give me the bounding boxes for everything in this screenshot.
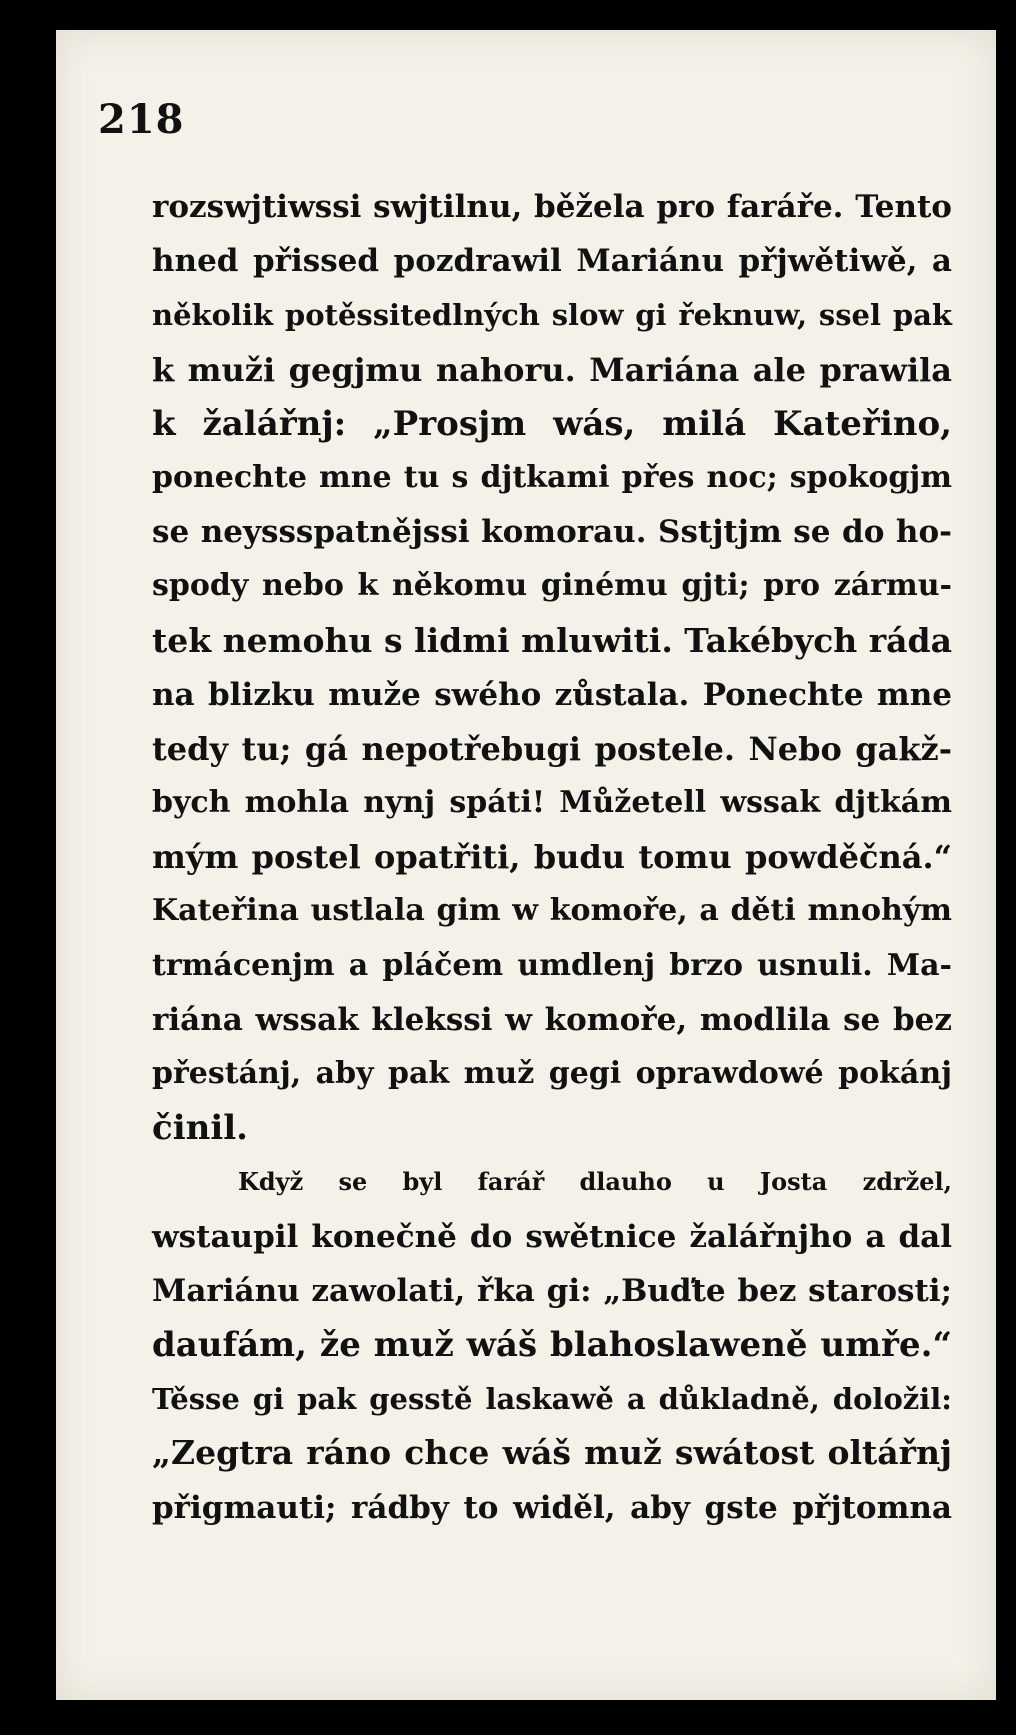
text-line: daufám, že muž wáš blahoslaweně umře.“ <box>152 1324 952 1365</box>
text-line: k žalářnj: „Prosjm wás, milá Kateřino, <box>152 403 952 444</box>
text-line: několik potěssitedlných slow gi řeknuw, ssel pak <box>152 298 952 333</box>
text-line: spody nebo k někomu ginému gjti; pro zármu- <box>152 568 952 604</box>
text-line: rozswjtiwssi swjtilnu, běžela pro faráře. Tento <box>152 189 952 225</box>
text-line: tedy tu; gá nepotřebugi postele. Nebo gakž- <box>152 729 952 768</box>
text-line: trmácenjm a pláčem umdlenj brzo usnuli. Ma- <box>152 947 952 983</box>
text-line: tek nemohu s lidmi mluwiti. Takébych ráda <box>152 620 952 660</box>
body-text <box>152 180 952 1535</box>
text-line: hned přissed pozdrawil Mariánu přjwětiwě, a <box>152 243 952 280</box>
text-line: „Zegtra ráno chce wáš muž swátost oltářnj <box>152 1433 952 1473</box>
text-line: ponechte mne tu s djtkami přes noc; spokogjm <box>152 459 952 495</box>
text-line: činil. <box>152 1108 249 1149</box>
text-line: Těsse gi pak gesstě laskawě a důkladně, doložil: <box>152 1382 952 1417</box>
text-line: k muži gegjmu nahoru. Mariána ale prawila <box>152 350 952 389</box>
text-line: přigmauti; rádby to widěl, aby gste přjtomna <box>152 1489 952 1526</box>
text-line: se neyssspatnějssi komorau. Sstjtjm se do ho- <box>152 514 952 551</box>
text-line: přestánj, aby pak muž gegi oprawdowé pokánj <box>152 1056 952 1091</box>
text-line: bych mohla nynj spáti! Můžetell wssak djtkám <box>152 785 952 821</box>
text-line: wstaupil konečně do swětnice žalářnjho a dal <box>152 1218 952 1255</box>
page-number: 218 <box>98 96 185 143</box>
text-line: Kateřina ustlala gim w komoře, a děti mnohým <box>152 893 952 929</box>
text-line: na blizku muže swého zůstala. Ponechte mne <box>152 676 952 713</box>
text-line: Když se byl farář dlauho u Josta zdržel, <box>238 1167 952 1197</box>
text-line: mým postel opatřiti, budu tomu powděčná.“ <box>152 838 952 877</box>
text-line: Mariánu zawolati, řka gi: „Buďte bez starosti; <box>152 1272 952 1309</box>
text-line: riána wssak klekssi w komoře, modlila se bez <box>152 1001 952 1038</box>
